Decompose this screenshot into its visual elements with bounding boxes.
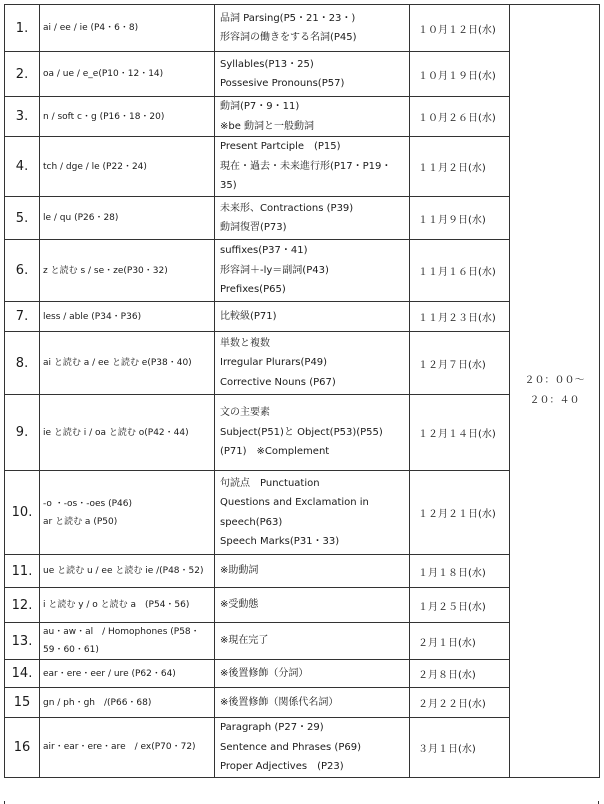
grammar-text: Paragraph (P27・29) [220,722,324,733]
grammar-cell [215,240,410,302]
grammar-cell [215,395,410,471]
phonics-text: ie と読む i / oa と読む o(P42・44) [43,427,189,438]
grammar-cell [215,332,410,395]
schedule-table [4,4,600,778]
lesson-time [510,5,600,778]
phonics-text: ear・ere・eer / ure (P62・64) [43,668,176,679]
grammar-text: 動詞(P7・9・11) [220,101,300,112]
grammar-text: 現在・過去・未来進行形(P17・P19・ [220,160,392,172]
phonics-cell [40,588,215,623]
lesson-number: 14. [5,660,40,688]
lesson-date: １０月１９日(水) [410,52,510,97]
grammar-text: 35) [220,180,237,192]
grammar-cell [215,471,410,555]
grammar-text: Present Partciple (P15) [220,141,341,153]
lesson-date: １１月１６日(水) [410,240,510,302]
phonics-cell [40,623,215,660]
grammar-text: Corrective Nouns (P67) [220,376,336,388]
grammar-text: 比較級(P71) [220,310,277,322]
phonics-text: ai と読む a / ee と読む e(P38・40) [43,358,192,368]
grammar-text: Prefixes(P65) [220,284,286,296]
phonics-cell [40,688,215,718]
grammar-text: Syllables(P13・25) [220,58,314,70]
lesson-number: 1. [5,5,40,52]
phonics-text: n / soft c・g (P16・18・20) [43,111,165,122]
grammar-text: 形容詞＋-ly＝副詞(P43) [220,264,329,276]
phonics-cell [40,5,215,52]
phonics-cell [40,97,215,137]
grammar-text: 単数と複数 [220,337,270,349]
grammar-cell [215,97,410,137]
lesson-number: 6. [5,240,40,302]
phonics-text: le / qu (P26・28) [43,213,119,223]
phonics-cell [40,302,215,332]
grammar-cell [215,197,410,240]
phonics-text: ai / ee / ie (P4・6・8) [43,23,139,33]
grammar-cell [215,588,410,623]
lesson-date: １月１８日(水) [410,555,510,588]
grammar-text: 形容詞の働きをする名詞(P45) [220,32,357,43]
lesson-number: 3. [5,97,40,137]
grammar-text: suffixes(P37・41) [220,245,308,257]
lesson-number: 13. [5,623,40,660]
phonics-cell [40,555,215,588]
lesson-date: １１月９日(水) [410,197,510,240]
grammar-text: 文の主要素 [220,407,270,419]
grammar-text: ※現在完了 [220,635,269,647]
lesson-date: １２月２１日(水) [410,471,510,555]
lesson-date: ３月１日(水) [410,718,510,778]
grammar-text: 未来形、Contractions (P39) [220,202,354,214]
lesson-date: ２月２２日(水) [410,688,510,718]
phonics-text: less / able (P34・P36) [43,311,142,322]
grammar-text: ※be 動詞と一般動詞 [220,120,315,132]
grammar-text: Possesive Pronouns(P57) [220,78,345,89]
lesson-number: 10. [5,471,40,555]
lesson-date: １０月１２日(水) [410,5,510,52]
grammar-cell [215,137,410,197]
grammar-cell [215,623,410,660]
schedule-body [5,5,600,778]
lesson-date: ２月１日(水) [410,623,510,660]
grammar-cell [215,718,410,778]
grammar-text: ※後置修飾（分詞） [220,667,309,679]
lesson-number: 9. [5,395,40,471]
lesson-number: 2. [5,52,40,97]
grammar-cell [215,555,410,588]
phonics-text: i と読む y / o と読む a (P54・56) [43,600,190,610]
grammar-text: ※助動詞 [220,565,259,577]
lesson-date: １月２５日(水) [410,588,510,623]
lesson-number: 4. [5,137,40,197]
grammar-text: Subject(P51)と Object(P53)(P55) [220,426,383,438]
grammar-text: ※後置修飾（関係代名詞） [220,696,339,708]
grammar-cell [215,688,410,718]
lesson-date: １２月１４日(水) [410,395,510,471]
lesson-number: 5. [5,197,40,240]
phonics-text: -o ・-os・-oes (P46) [43,498,132,509]
phonics-text: ue と読む u / ee と読む ie /(P48・52) [43,566,204,576]
phonics-text: gn / ph・gh /(P66・68) [43,697,152,708]
grammar-text: 品詞 Parsing(P5・21・23・) [220,12,356,24]
lesson-number: 15 [5,688,40,718]
lesson-date: １１月２日(水) [410,137,510,197]
lesson-number: 7. [5,302,40,332]
grammar-text: 句読点 Punctuation [220,477,320,489]
phonics-cell [40,471,215,555]
lesson-date: １１月２３日(水) [410,302,510,332]
phonics-cell [40,660,215,688]
phonics-cell [40,52,215,97]
lesson-number: 16 [5,718,40,778]
phonics-cell [40,137,215,197]
phonics-text: z と読む s / se・ze(P30・32) [43,265,168,276]
phonics-text: au・aw・al / Homophones (P58・59・60・61) [43,627,200,655]
lesson-number: 8. [5,332,40,395]
table-row [5,5,600,52]
grammar-cell [215,660,410,688]
phonics-cell [40,718,215,778]
phonics-cell [40,240,215,302]
phonics-text: tch / dge / le (P22・24) [43,161,147,172]
phonics-cell [40,395,215,471]
grammar-text: speech(P63) [220,516,283,528]
grammar-cell [215,5,410,52]
lesson-number: 12. [5,588,40,623]
grammar-text: Questions and Exclamation in [220,497,369,508]
phonics-text: oa / ue / e_e(P10・12・14) [43,69,164,79]
grammar-text: ※受動態 [220,599,259,611]
grammar-text: (P71) ※Complement [220,446,330,458]
grammar-text: 動詞復習(P73) [220,222,287,233]
grammar-text: Sentence and Phrases (P69) [220,741,361,753]
phonics-cell [40,197,215,240]
time-text: ２０：００～ [524,374,585,386]
grammar-text: Proper Adjectives (P23) [220,761,344,772]
grammar-cell [215,52,410,97]
phonics-cell [40,332,215,395]
grammar-text: Speech Marks(P31・33) [220,536,340,547]
phonics-text: air・ear・ere・are / ex(P70・72) [43,742,196,753]
lesson-number: 11. [5,555,40,588]
lesson-date: １０月２６日(水) [410,97,510,137]
grammar-text: Irregular Plurars(P49) [220,357,328,369]
lesson-date: ２月８日(水) [410,660,510,688]
lesson-date: １２月７日(水) [410,332,510,395]
time-text: ２０：４０ [529,394,580,406]
phonics-text: ar と読む a (P50) [43,516,118,527]
grammar-cell [215,302,410,332]
